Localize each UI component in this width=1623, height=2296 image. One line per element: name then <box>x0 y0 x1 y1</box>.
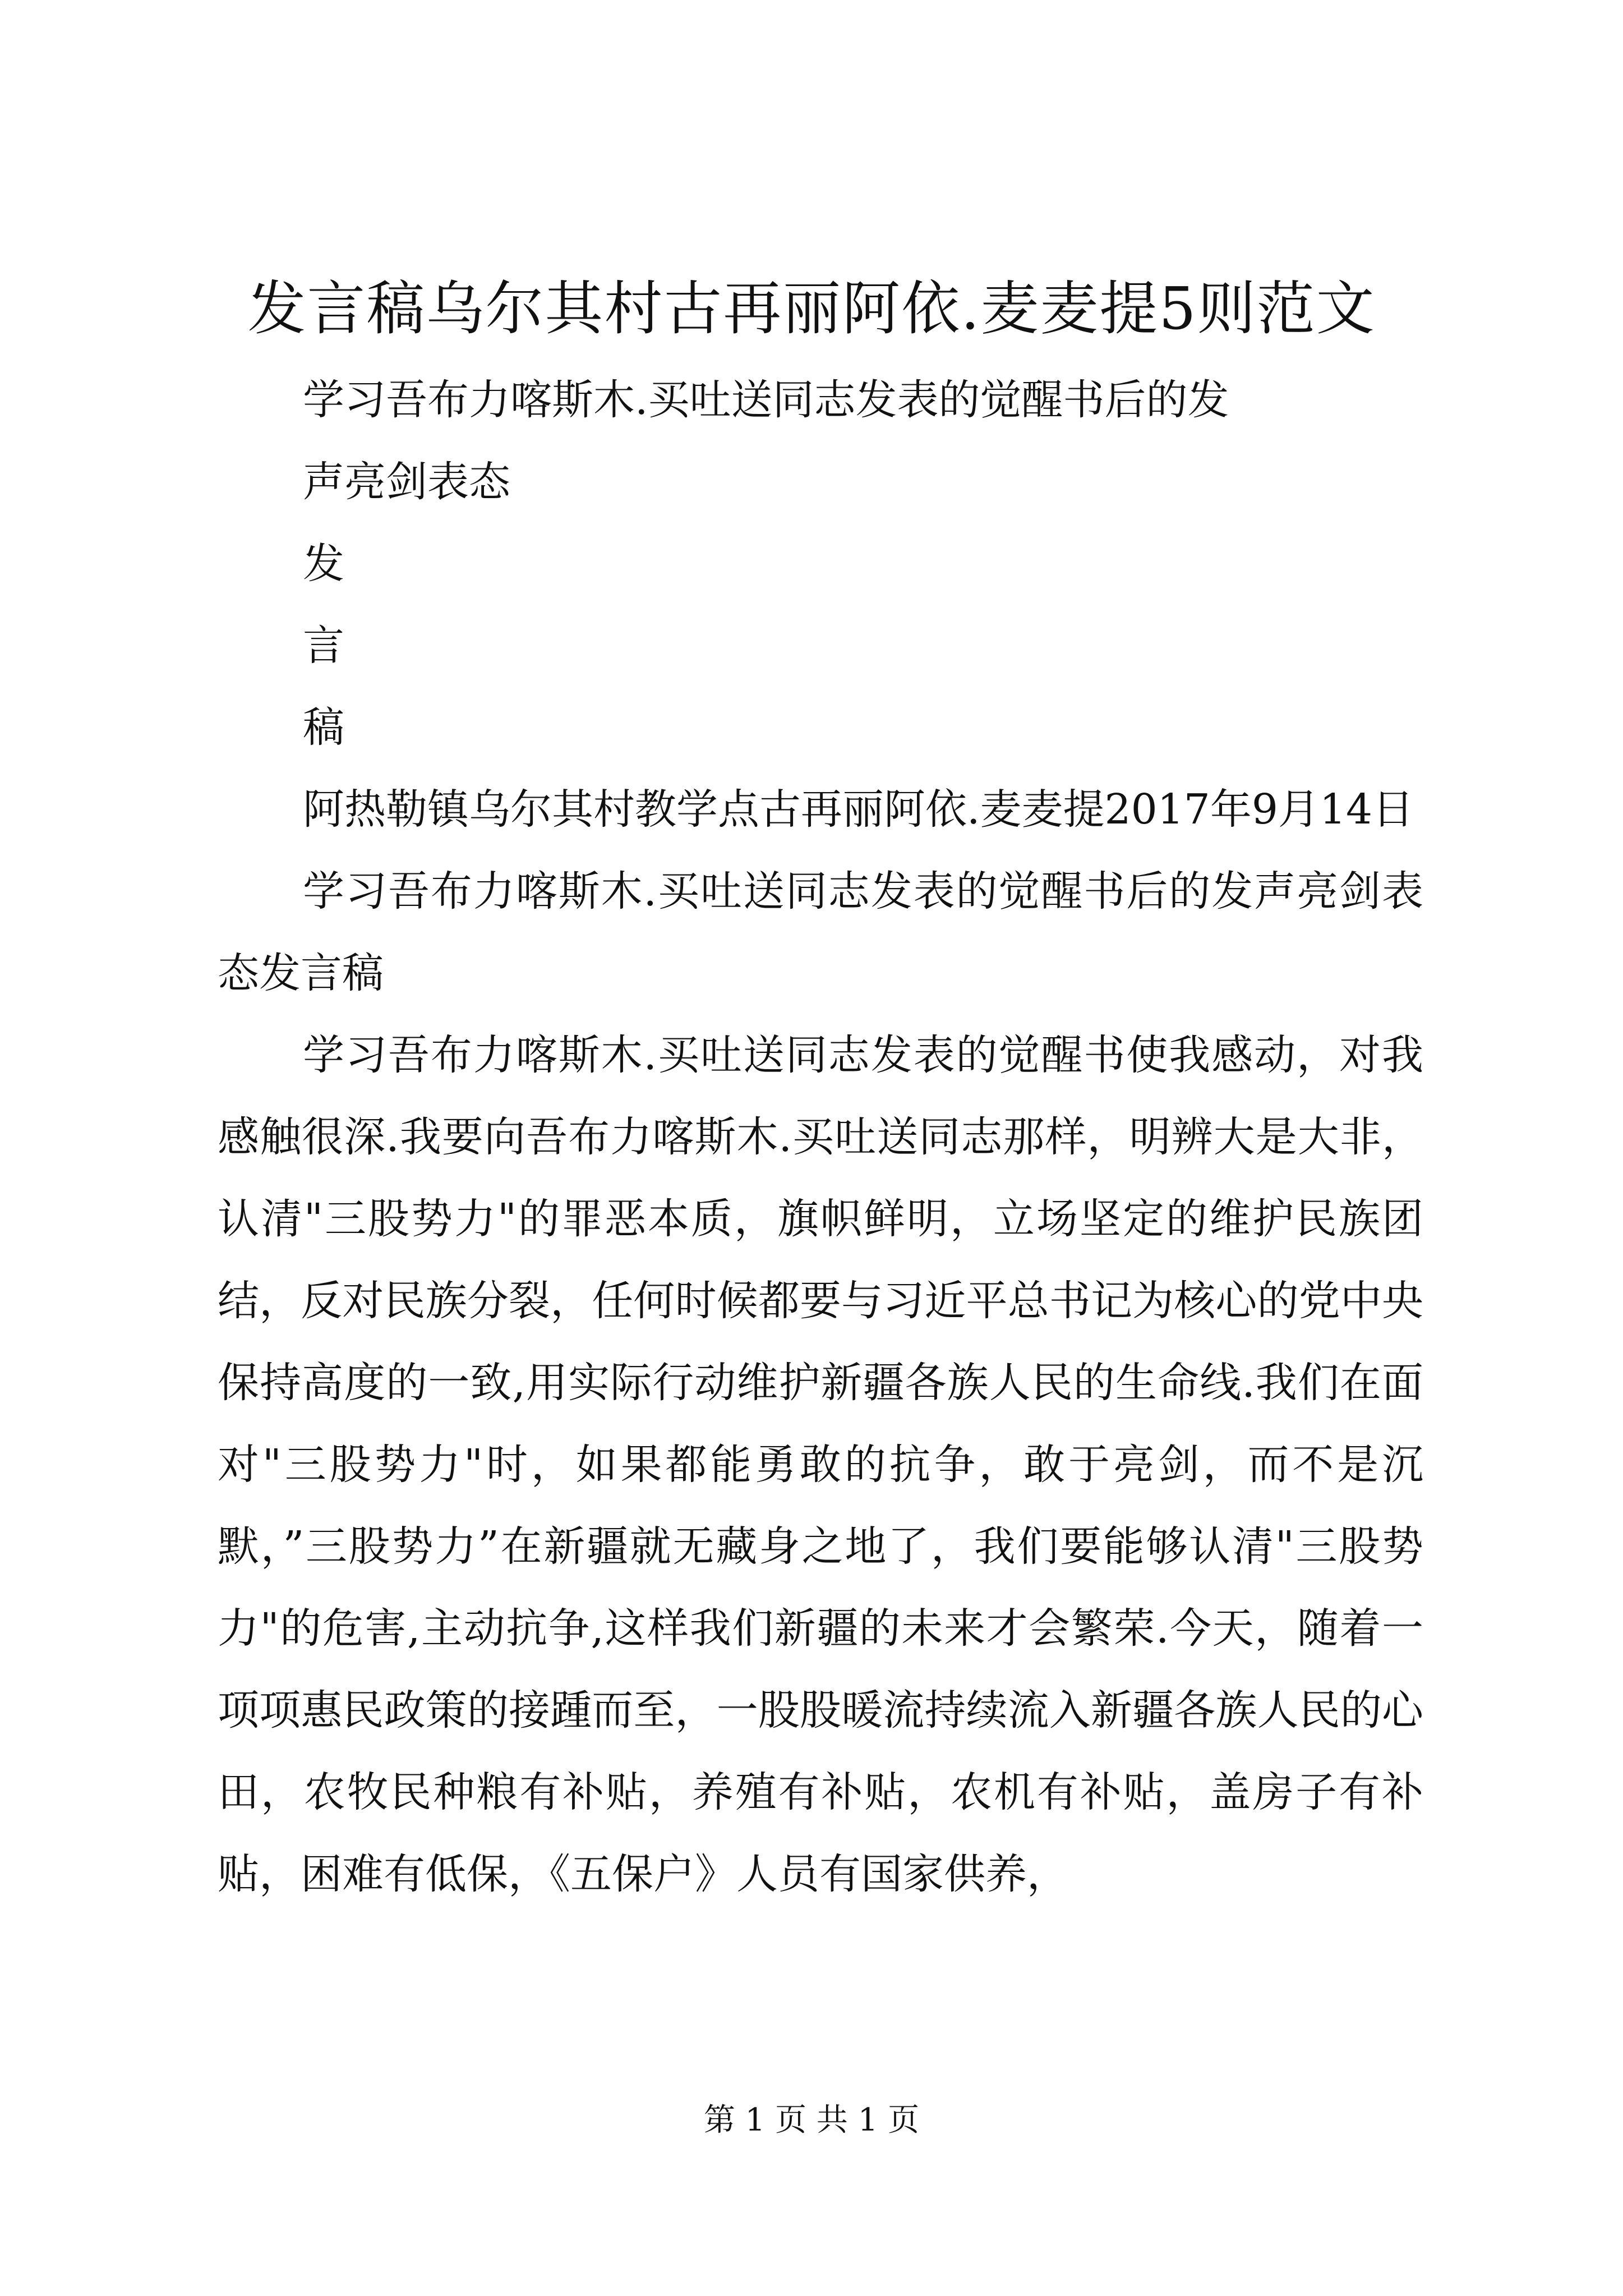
document-title: 发言稿乌尔其村古再丽阿依.麦麦提5则范文 <box>247 274 1376 343</box>
paragraph-subtitle-2: 声亮剑表态 <box>303 458 510 506</box>
paragraph-subtitle-1: 学习吾布力喀斯木.买吐送同志发表的觉醒书后的发 <box>303 376 1229 424</box>
paragraph-author-date: 阿热勒镇乌尔其村教学点古再丽阿依.麦麦提2017年9月14日 <box>303 785 1414 834</box>
paragraph-char-gao: 稿 <box>303 703 344 752</box>
document-body <box>218 359 1423 1915</box>
paragraph-char-fa: 发 <box>303 540 344 588</box>
paragraph-main-text: 学习吾布力喀斯木.买吐送同志发表的觉醒书使我感动，对我感触很深.我要向吾布力喀斯木.买吐送同志那样，明辨大是大非，认清"三股势力"的罪恶本质，旗帜鲜明，立场坚定的维护民族团结，反对民族分裂，任何时候都要与习近平总书记为核心的党中央保持高度的一致,用实际行动维护新疆各族人民的生命线.我们在面对"三股势力"时，如果都能勇敢的抗争，敢于亮剑，而不是沉默，”三股势力”在新疆就无藏身之地了，我们要能够认清"三股势力"的危害,主动抗争,这样我们新疆的未来才会繁荣.今天，随着一项项惠民政策的接踵而至，一股股暖流持续流入新疆各族人民的心田，农牧民种粮有补贴，养殖有补贴，农机有补贴，盖房子有补贴，困难有低保，《五保户》人员有国家供养， <box>218 1031 1423 1898</box>
paragraph-char-yan: 言 <box>303 622 344 670</box>
page-footer: 第 1 页 共 1 页 <box>703 2102 920 2138</box>
paragraph-heading: 学习吾布力喀斯木.买吐送同志发表的觉醒书后的发声亮剑表态发言稿 <box>218 867 1423 997</box>
